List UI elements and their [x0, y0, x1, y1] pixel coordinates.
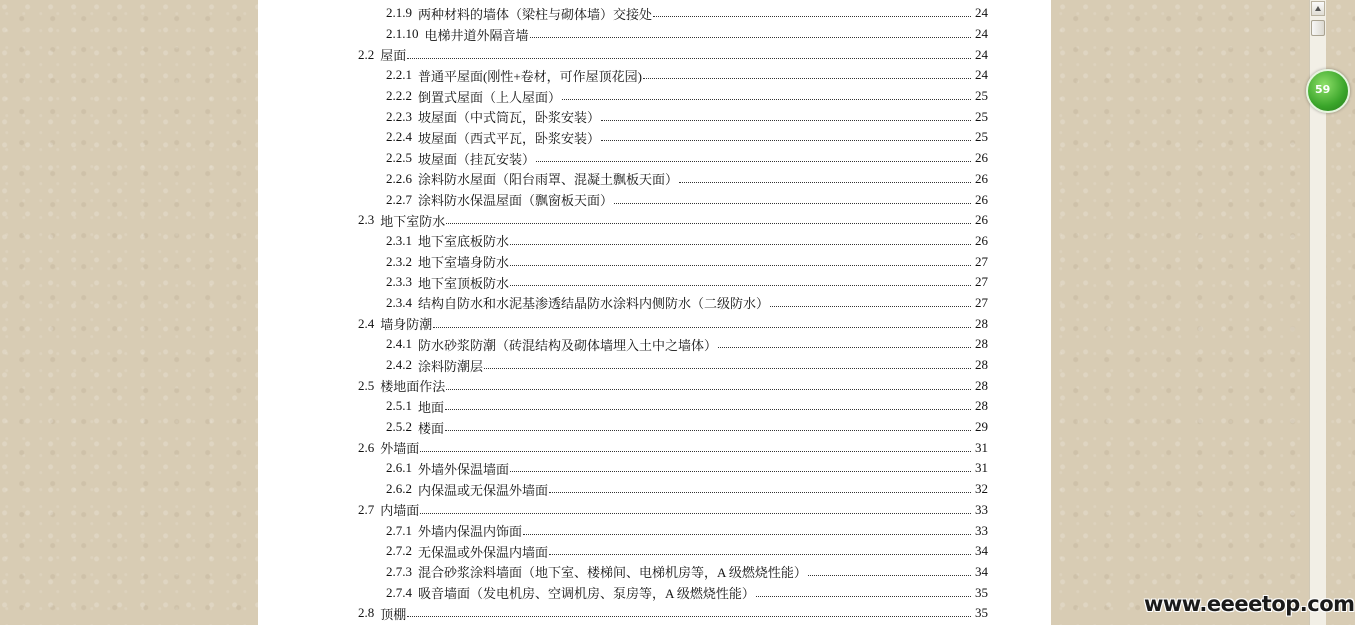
scroll-up-arrow-icon[interactable]: [1311, 1, 1325, 16]
toc-entry-page: 28: [975, 336, 988, 352]
toc-entry[interactable]: [358, 24, 988, 45]
toc-entry[interactable]: [358, 231, 988, 252]
toc-entry[interactable]: [358, 603, 988, 624]
toc-entry-page: 26: [975, 212, 988, 228]
toc-entry-title: 外墙面: [380, 441, 420, 457]
toc-dot-leader: [562, 89, 971, 103]
toc-dot-leader: [407, 606, 971, 620]
toc-dot-leader: [536, 151, 971, 165]
toc-entry-page: 25: [975, 108, 988, 124]
toc-entry-number: 2.3: [358, 212, 375, 228]
toc-entry[interactable]: [358, 520, 988, 541]
toc-entry-page: 28: [975, 357, 988, 373]
toc-entry-number: 2.2.4: [386, 129, 412, 145]
toc-entry-page: 27: [975, 274, 988, 290]
toc-entry[interactable]: [358, 417, 988, 438]
toc-entry-title: 屋面: [380, 48, 407, 64]
toc-entry-page: 24: [975, 46, 988, 62]
toc-entry-page: 35: [975, 584, 988, 600]
toc-entry[interactable]: [358, 479, 988, 500]
toc-entry-title: 楼面: [418, 420, 445, 436]
toc-entry-page: 34: [975, 543, 988, 559]
toc-entry-number: 2.8: [358, 605, 375, 621]
toc-entry-number: 2.2.1: [386, 67, 412, 83]
toc-entry-number: 2.6.1: [386, 460, 412, 476]
toc-entry-page: 34: [975, 563, 988, 579]
toc-entry-page: 24: [975, 5, 988, 21]
toc-entry-page: 27: [975, 294, 988, 310]
toc-entry[interactable]: [358, 44, 988, 65]
toc-entry-page: 26: [975, 191, 988, 207]
toc-entry-number: 2.4.1: [386, 336, 412, 352]
toc-entry-number: 2.3.4: [386, 294, 412, 310]
toc-dot-leader: [446, 213, 971, 227]
toc-entry-title: 外墙内保温内饰面: [418, 524, 523, 540]
toc-dot-leader: [530, 27, 971, 41]
toc-entry-title: 两种材料的墙体（梁柱与砌体墙）交接处: [418, 6, 653, 22]
toc-entry-title: 无保温或外保温内墙面: [418, 544, 549, 560]
toc-entry[interactable]: [358, 541, 988, 562]
toc-entry[interactable]: [358, 210, 988, 231]
toc-entry-number: 2.2.3: [386, 108, 412, 124]
toc-entry[interactable]: [358, 437, 988, 458]
toc-dot-leader: [510, 234, 971, 248]
toc-entry-page: 28: [975, 398, 988, 414]
toc-entry-title: 涂料防水屋面（阳台雨罩、混凝土飘板天面）: [418, 172, 679, 188]
toc-dot-leader: [445, 399, 971, 413]
toc-dot-leader: [549, 544, 971, 558]
toc-entry[interactable]: [358, 500, 988, 521]
toc-entry[interactable]: [358, 313, 988, 334]
toc-entry-page: 24: [975, 67, 988, 83]
toc-entry-number: 2.3.1: [386, 232, 412, 248]
toc-entry[interactable]: [358, 458, 988, 479]
toc-entry-page: 26: [975, 150, 988, 166]
toc-entry-number: 2.7.4: [386, 584, 412, 600]
toc-entry-page: 33: [975, 501, 988, 517]
toc-dot-leader: [445, 420, 971, 434]
site-watermark: www.eeeetop.com: [1144, 592, 1355, 616]
toc-entry-title: 顶棚: [380, 606, 407, 622]
toc-entry[interactable]: [358, 86, 988, 107]
toc-entry-number: 2.2: [358, 46, 375, 62]
scroll-thumb[interactable]: [1311, 20, 1325, 36]
toc-entry[interactable]: [358, 148, 988, 169]
toc-entry-number: 2.5.1: [386, 398, 412, 414]
toc-entry-number: 2.2.6: [386, 170, 412, 186]
toc-entry-title: 内保温或无保温外墙面: [418, 482, 549, 498]
toc-entry[interactable]: [358, 106, 988, 127]
toc-entry-title: 倒置式屋面（上人屋面）: [418, 89, 562, 105]
toc-dot-leader: [510, 255, 971, 269]
toc-entry[interactable]: [358, 169, 988, 190]
toc-entry-title: 楼地面作法: [380, 379, 446, 395]
toc-entry-number: 2.4: [358, 315, 375, 331]
toc-entry-number: 2.2.2: [386, 88, 412, 104]
toc-dot-leader: [433, 317, 971, 331]
toc-entry-title: 涂料防潮层: [418, 358, 484, 374]
toc-entry-title: 吸音墙面（发电机房、空调机房、泵房等，A 级燃烧性能）: [418, 586, 755, 602]
toc-entry-number: 2.2.7: [386, 191, 412, 207]
toc-entry[interactable]: [358, 375, 988, 396]
toc-entry[interactable]: [358, 272, 988, 293]
toc-dot-leader: [653, 6, 971, 20]
toc-entry-page: 26: [975, 232, 988, 248]
toc-entry[interactable]: [358, 3, 988, 24]
toc-entry-title: 墙身防潮: [380, 317, 433, 333]
toc-dot-leader: [407, 48, 971, 62]
toc-entry-page: 27: [975, 253, 988, 269]
table-of-contents: [358, 3, 988, 624]
badge-text: 59: [1315, 83, 1331, 96]
toc-entry-title: 混合砂浆涂料墙面（地下室、楼梯间、电梯机房等，A 级燃烧性能）: [418, 565, 807, 581]
toc-dot-leader: [510, 461, 971, 475]
toc-entry[interactable]: [358, 127, 988, 148]
toc-entry-number: 2.1.9: [386, 5, 412, 21]
toc-entry[interactable]: [358, 189, 988, 210]
toc-entry-page: 28: [975, 377, 988, 393]
toc-entry-title: 地下室底板防水: [418, 234, 510, 250]
toc-entry-number: 2.6.2: [386, 481, 412, 497]
document-page: [258, 0, 1051, 625]
toc-entry-title: 外墙外保温墙面: [418, 461, 510, 477]
toc-entry-number: 2.3.3: [386, 274, 412, 290]
toc-dot-leader: [614, 193, 971, 207]
toc-entry-number: 2.7.2: [386, 543, 412, 559]
toc-entry[interactable]: [358, 355, 988, 376]
toc-entry-page: 35: [975, 605, 988, 621]
toc-entry-number: 2.7: [358, 501, 375, 517]
toc-entry-number: 2.5: [358, 377, 375, 393]
toc-dot-leader: [510, 275, 971, 289]
toc-entry-title: 坡屋面（挂瓦安装）: [418, 151, 536, 167]
toc-entry-number: 2.2.5: [386, 150, 412, 166]
toc-entry[interactable]: [358, 334, 988, 355]
toc-dot-leader: [523, 524, 971, 538]
toc-entry-title: 内墙面: [380, 503, 420, 519]
floating-badge[interactable]: [1306, 69, 1350, 113]
toc-entry-page: 25: [975, 129, 988, 145]
toc-dot-leader: [770, 296, 971, 310]
toc-entry-page: 24: [975, 26, 988, 42]
toc-entry-title: 普通平屋面(刚性+卷材，可作屋顶花园): [418, 68, 642, 84]
toc-entry-title: 地下室墙身防水: [418, 255, 510, 271]
toc-entry-title: 坡屋面（西式平瓦，卧浆安装）: [418, 130, 601, 146]
toc-dot-leader: [808, 565, 971, 579]
toc-dot-leader: [756, 586, 971, 600]
toc-entry-number: 2.4.2: [386, 357, 412, 373]
toc-entry-number: 2.5.2: [386, 419, 412, 435]
toc-dot-leader: [601, 130, 971, 144]
toc-dot-leader: [549, 482, 971, 496]
toc-entry-page: 31: [975, 439, 988, 455]
toc-dot-leader: [679, 172, 971, 186]
toc-entry-page: 26: [975, 170, 988, 186]
toc-entry[interactable]: [358, 251, 988, 272]
toc-entry-page: 32: [975, 481, 988, 497]
toc-entry-title: 防水砂浆防潮（砖混结构及砌体墙埋入土中之墙体）: [418, 337, 718, 353]
toc-entry-title: 坡屋面（中式筒瓦，卧浆安装）: [418, 110, 601, 126]
toc-dot-leader: [420, 441, 971, 455]
toc-dot-leader: [643, 68, 971, 82]
toc-dot-leader: [446, 379, 971, 393]
toc-entry-title: 结构自防水和水泥基渗透结晶防水涂料内侧防水（二级防水）: [418, 296, 770, 312]
toc-entry[interactable]: [358, 396, 988, 417]
toc-entry-number: 2.7.3: [386, 563, 412, 579]
toc-entry-page: 29: [975, 419, 988, 435]
toc-entry-number: 2.1.10: [386, 26, 419, 42]
toc-entry-page: 31: [975, 460, 988, 476]
toc-entry-page: 33: [975, 522, 988, 538]
toc-entry-title: 地面: [418, 399, 445, 415]
toc-entry-number: 2.7.1: [386, 522, 412, 538]
toc-entry-title: 涂料防水保温屋面（飘窗板天面）: [418, 193, 614, 209]
toc-entry[interactable]: [358, 582, 988, 603]
toc-entry-title: 电梯井道外隔音墙: [424, 27, 529, 43]
toc-entry-title: 地下室防水: [380, 213, 446, 229]
toc-entry-number: 2.3.2: [386, 253, 412, 269]
toc-dot-leader: [420, 503, 971, 517]
toc-dot-leader: [718, 337, 971, 351]
toc-entry[interactable]: [358, 562, 988, 583]
toc-entry-number: 2.6: [358, 439, 375, 455]
toc-dot-leader: [484, 358, 971, 372]
toc-entry[interactable]: [358, 293, 988, 314]
toc-entry-title: 地下室顶板防水: [418, 275, 510, 291]
toc-entry-page: 28: [975, 315, 988, 331]
toc-entry-page: 25: [975, 88, 988, 104]
toc-dot-leader: [601, 110, 971, 124]
toc-entry[interactable]: [358, 65, 988, 86]
